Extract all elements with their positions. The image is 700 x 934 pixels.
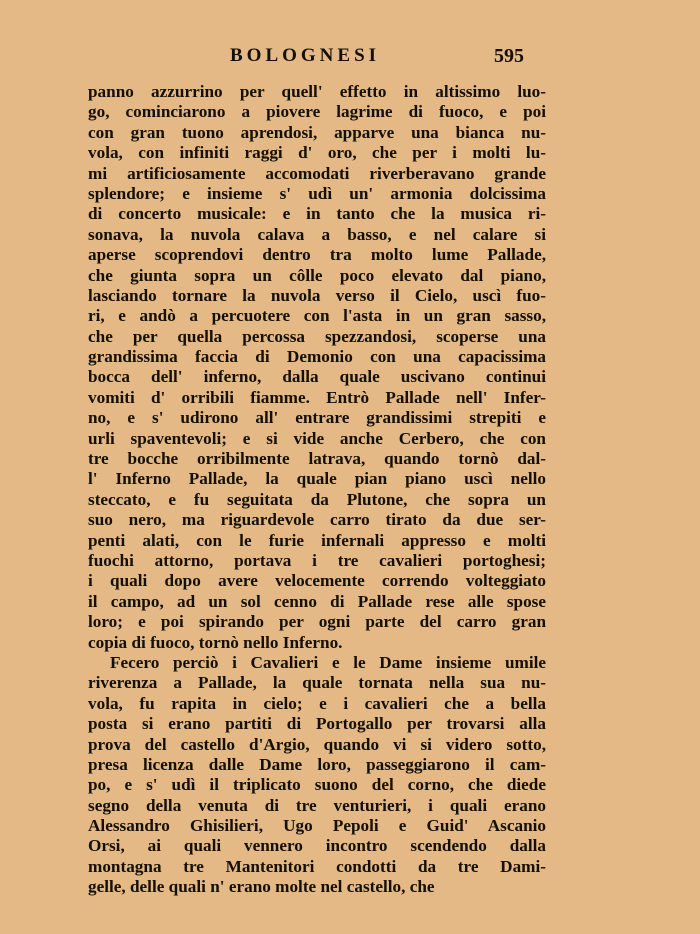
text-line: riverenza a Pallade, la quale tornata nella sua nu- — [88, 673, 546, 693]
text-line: vola, con infiniti raggi d' oro, che per i molti lu- — [88, 143, 546, 163]
text-line: splendore; e insieme s' udì un' armonia dolcissima — [88, 183, 546, 203]
text-line: di concerto musicale: e in tanto che la musica ri- — [88, 204, 546, 224]
text-line: che per quella percossa spezzandosi, scoperse una — [88, 326, 546, 346]
text-line: sonava, la nuvola calava a basso, e nel calare si — [88, 224, 546, 244]
text-line: prova del castello d'Argio, quando vi si videro sotto, — [88, 734, 546, 754]
page-number: 595 — [494, 45, 524, 67]
text-line: Orsi, ai quali vennero incontro scendendo dalla — [88, 836, 546, 856]
text-line: lasciando tornare la nuvola verso il Cielo, uscì fuo- — [88, 285, 546, 305]
text-line: il campo, ad un sol cenno di Pallade rese alle spose — [88, 591, 546, 611]
text-line: po, e s' udì il triplicato suono del corno, che diede — [88, 775, 546, 795]
text-line: loro; e poi spirando per ogni parte del carro gran — [88, 612, 546, 632]
text-line: panno azzurrino per quell' effetto in altissimo luo- — [88, 82, 546, 101]
text-line: suo nero, ma riguardevole carro tirato da due ser- — [88, 510, 546, 530]
text-line: Fecero perciò i Cavalieri e le Dame insieme umile — [110, 652, 546, 672]
text-line: grandissima faccia di Demonio con una capacissima — [88, 347, 546, 367]
text-line: aperse scoprendovi dentro tra molto lume Pallade, — [88, 245, 546, 265]
text-line: no, e s' udirono all' entrare grandissimi strepiti e — [88, 408, 546, 428]
text-line: copia di fuoco, tornò nello Inferno. — [88, 632, 343, 652]
text-line: gelle, delle quali n' erano molte nel castello, che — [88, 877, 435, 897]
text-line: vola, fu rapita in cielo; e i cavalieri che a bella — [88, 693, 546, 713]
paragraph — [88, 82, 546, 653]
running-title: BOLOGNESI — [230, 45, 381, 66]
text-line: Alessandro Ghisilieri, Ugo Pepoli e Guid' Ascanio — [88, 816, 546, 836]
text-line: l' Inferno Pallade, la quale pian piano uscì nello — [88, 469, 546, 489]
text-line: segno della venuta di tre venturieri, i quali erano — [88, 795, 546, 815]
body-text — [88, 82, 546, 898]
text-line: ri, e andò a percuotere con l'asta in un gran sasso, — [88, 306, 546, 326]
text-line: tre bocche orribilmente latrava, quando tornò dal- — [88, 449, 546, 469]
text-line: i quali dopo avere velocemente correndo volteggiato — [88, 571, 546, 591]
text-line: fuochi attorno, portava i tre cavalieri portoghesi; — [88, 550, 546, 570]
text-line: bocca dell' inferno, dalla quale uscivano continui — [88, 367, 546, 387]
text-line: urli spaventevoli; e si vide anche Cerbero, che con — [88, 428, 546, 448]
text-line: penti alati, con le furie infernali appresso e molti — [88, 530, 546, 550]
running-head — [0, 45, 700, 75]
text-line: montagna tre Mantenitori condotti da tre Dami- — [88, 856, 546, 876]
text-line: mi artificiosamente accomodati riverberavano grande — [88, 163, 546, 183]
text-line: steccato, e fu seguitata da Plutone, che sopra un — [88, 489, 546, 509]
text-line: posta si erano partiti di Portogallo per trovarsi alla — [88, 714, 546, 734]
text-line: go, cominciarono a piovere lagrime di fuoco, e poi — [88, 102, 546, 122]
text-line: presa licenza dalle Dame loro, passeggiarono il cam- — [88, 754, 546, 774]
text-line: con gran tuono aprendosi, apparve una bianca nu- — [88, 122, 546, 142]
paragraph — [88, 653, 546, 898]
text-line: vomiti d' orribili fiamme. Entrò Pallade nell' Infer- — [88, 387, 546, 407]
text-line: che giunta sopra un côlle poco elevato dal piano, — [88, 265, 546, 285]
